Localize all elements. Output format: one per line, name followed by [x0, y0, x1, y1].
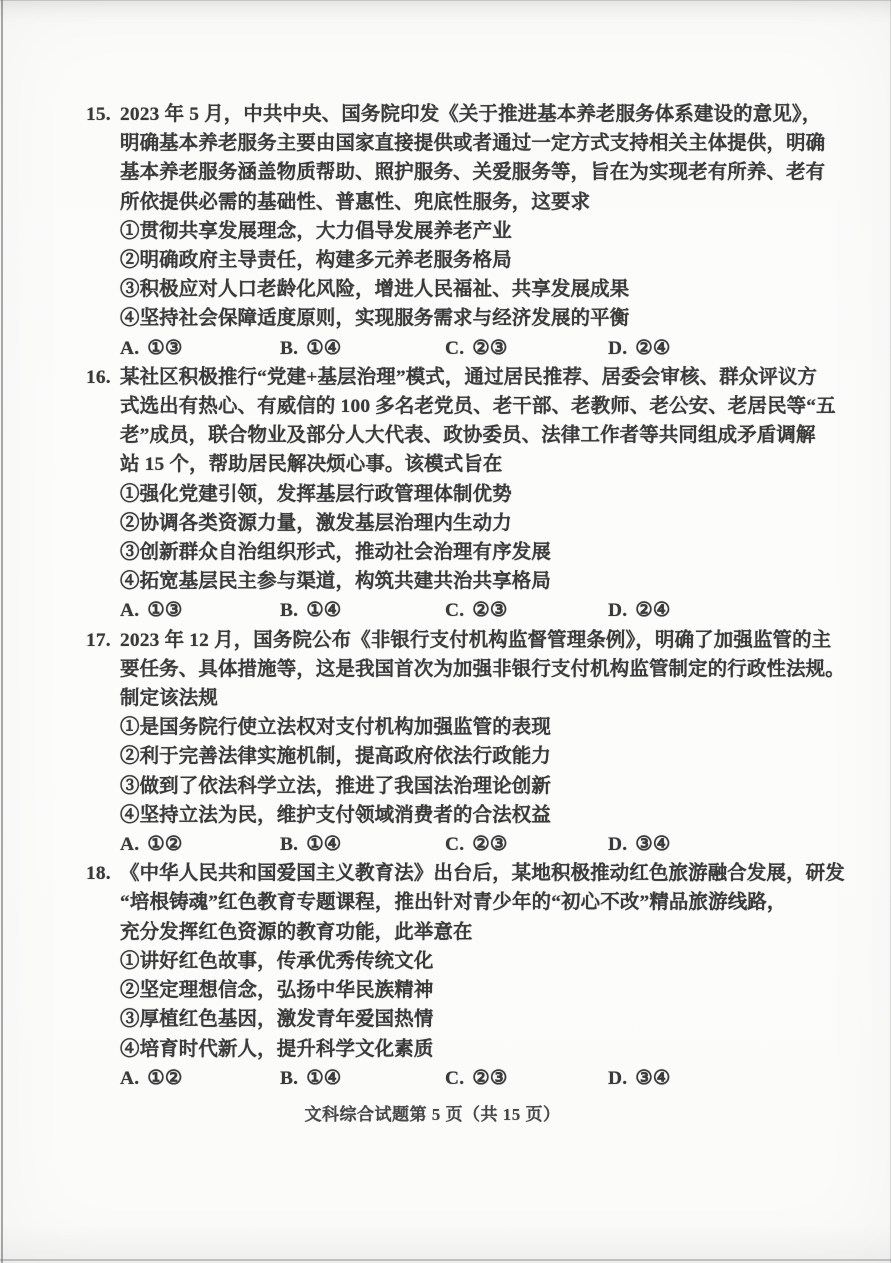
question-number: 15.: [86, 104, 111, 125]
stem-text: 2023 年 5 月，中共中央、国务院印发《关于推进基本养老服务体系建设的意见》，: [120, 104, 822, 125]
scan-edge-bottom: [0, 1259, 891, 1261]
question-stem-line: 站 15 个，帮助居民解决烦心事。该模式旨在: [120, 454, 503, 476]
option-letter: B.: [280, 600, 299, 622]
option-letter: B.: [280, 834, 299, 856]
question-item-line: ②协调各类资源力量，激发基层治理内生动力: [120, 512, 512, 534]
question-17: [86, 626, 891, 860]
options-row: [120, 1064, 891, 1093]
option-b: [280, 596, 445, 625]
option-value: ②③: [472, 337, 508, 359]
question-item-line: ③积极应对人口老龄化风险，增进人民福祉、共享发展成果: [120, 279, 630, 301]
option-c: [445, 830, 608, 859]
option-value: ①②: [147, 834, 183, 856]
option-value: ②③: [472, 600, 508, 622]
question-16: [86, 363, 891, 626]
question-item-line: ④坚持社会保障适度原则，实现服务需求与经济发展的平衡: [120, 308, 630, 330]
question-item-line: ④拓宽基层民主参与渠道，构筑共建共治共享格局: [120, 571, 551, 593]
option-letter: D.: [608, 1067, 628, 1089]
option-value: ②③: [472, 834, 508, 856]
option-b: [280, 334, 445, 363]
stem-text: 某社区积极推行“党建+基层治理”模式，通过居民推荐、居委会审核、群众评议方: [120, 366, 818, 388]
option-a: [120, 596, 280, 625]
option-b: [280, 1064, 445, 1093]
question-stem-line: 式选出有热心、有威信的 100 多名老党员、老干部、老教师、老公安、老居民等“五: [120, 396, 836, 418]
question-item-line: ②利于完善法律实施机制，提高政府依法行政能力: [120, 746, 551, 768]
question-item-line: ①讲好红色故事，传承优秀传统文化: [120, 950, 434, 972]
option-value: ①③: [147, 600, 183, 622]
question-stem-line: 所依提供必需的基础性、普惠性、兜底性服务，这要求: [120, 191, 591, 213]
question-stem-line: [86, 363, 891, 392]
option-d: [608, 596, 891, 625]
question-item-line: ②明确政府主导责任，构建多元养老服务格局: [120, 250, 512, 272]
option-value: ③④: [635, 1067, 671, 1089]
option-value: ①④: [306, 600, 342, 622]
question-stem-line: “培根铸魂”红色教育专题课程，推出针对青少年的“初心不改”精品旅游线路，: [120, 892, 787, 914]
options-row: [120, 830, 891, 859]
question-15: [86, 100, 891, 363]
options-row: [120, 596, 891, 625]
option-d: [608, 830, 891, 859]
question-item-line: ①是国务院行使立法权对支付机构加强监管的表现: [120, 717, 551, 739]
question-stem-line: 明确基本养老服务主要由国家直接提供或者通过一定方式支持相关主体提供，明确: [120, 133, 826, 155]
option-value: ②③: [472, 1067, 508, 1089]
option-c: [445, 1064, 608, 1093]
question-18: [86, 859, 891, 1093]
option-b: [280, 830, 445, 859]
question-stem-line: 要任务、具体措施等，这是我国首次为加强非银行支付机构监管制定的行政性法规。: [120, 658, 845, 680]
option-value: ①④: [306, 337, 342, 359]
option-letter: D.: [608, 834, 628, 856]
option-c: [445, 334, 608, 363]
question-item-line: ②坚定理想信念，弘扬中华民族精神: [120, 980, 434, 1002]
option-value: ①④: [306, 1067, 342, 1089]
question-number: 18.: [86, 863, 111, 885]
question-item-line: ④培育时代新人，提升科学文化素质: [120, 1038, 434, 1060]
question-item-line: ③做到了依法科学立法，推进了我国法治理论创新: [120, 775, 551, 797]
option-value: ③④: [635, 834, 671, 856]
question-number: 16.: [86, 366, 111, 388]
stem-text: 《中华人民共和国爱国主义教育法》出台后，某地积极推动红色旅游融合发展，研发: [120, 863, 845, 885]
option-letter: A.: [120, 1067, 140, 1089]
question-item-line: ④坚持立法为民，维护支付领域消费者的合法权益: [120, 804, 551, 826]
option-c: [445, 596, 608, 625]
question-stem-line: 充分发挥红色资源的教育功能，此举意在: [120, 921, 473, 943]
option-d: [608, 1064, 891, 1093]
question-item-line: ①贯彻共享发展理念，大力倡导发展养老产业: [120, 220, 512, 242]
option-value: ①④: [306, 834, 342, 856]
option-letter: C.: [445, 1067, 465, 1089]
question-stem-line: [86, 859, 891, 888]
option-letter: B.: [280, 337, 299, 359]
option-a: [120, 830, 280, 859]
option-letter: A.: [120, 337, 140, 359]
option-letter: B.: [280, 1067, 299, 1089]
option-a: [120, 1064, 280, 1093]
option-a: [120, 334, 280, 363]
option-letter: D.: [608, 600, 628, 622]
option-value: ②④: [635, 337, 671, 359]
option-value: ①②: [147, 1067, 183, 1089]
scan-edge-top: [0, 0, 891, 1]
option-letter: C.: [445, 834, 465, 856]
option-value: ②④: [635, 600, 671, 622]
page-footer: 文科综合试题第 5 页（共 15 页）: [304, 1105, 561, 1124]
question-stem-line: [86, 100, 891, 129]
question-item-line: ①强化党建引领，发挥基层行政管理体制优势: [120, 483, 512, 505]
option-letter: C.: [445, 600, 465, 622]
option-d: [608, 334, 891, 363]
question-item-line: ③创新群众自治组织形式，推动社会治理有序发展: [120, 542, 551, 564]
option-value: ①③: [147, 337, 183, 359]
option-letter: C.: [445, 337, 465, 359]
question-stem-line: [86, 626, 891, 655]
question-item-line: ③厚植红色基因，激发青年爱国热情: [120, 1009, 434, 1031]
questions-column: [0, 100, 891, 1093]
question-stem-line: 老”成员，联合物业及部分人大代表、政协委员、法律工作者等共同组成矛盾调解: [120, 425, 816, 447]
options-row: [120, 334, 891, 363]
stem-text: 2023 年 12 月，国务院公布《非银行支付机构监督管理条例》，明确了加强监管的主: [120, 629, 832, 651]
option-letter: D.: [608, 337, 628, 359]
question-stem-line: 基本养老服务涵盖物质帮助、照护服务、关爱服务等，旨在为实现老有所养、老有: [120, 162, 826, 184]
option-letter: A.: [120, 834, 140, 856]
question-number: 17.: [86, 629, 111, 651]
option-letter: A.: [120, 600, 140, 622]
question-stem-line: 制定该法规: [120, 688, 218, 710]
